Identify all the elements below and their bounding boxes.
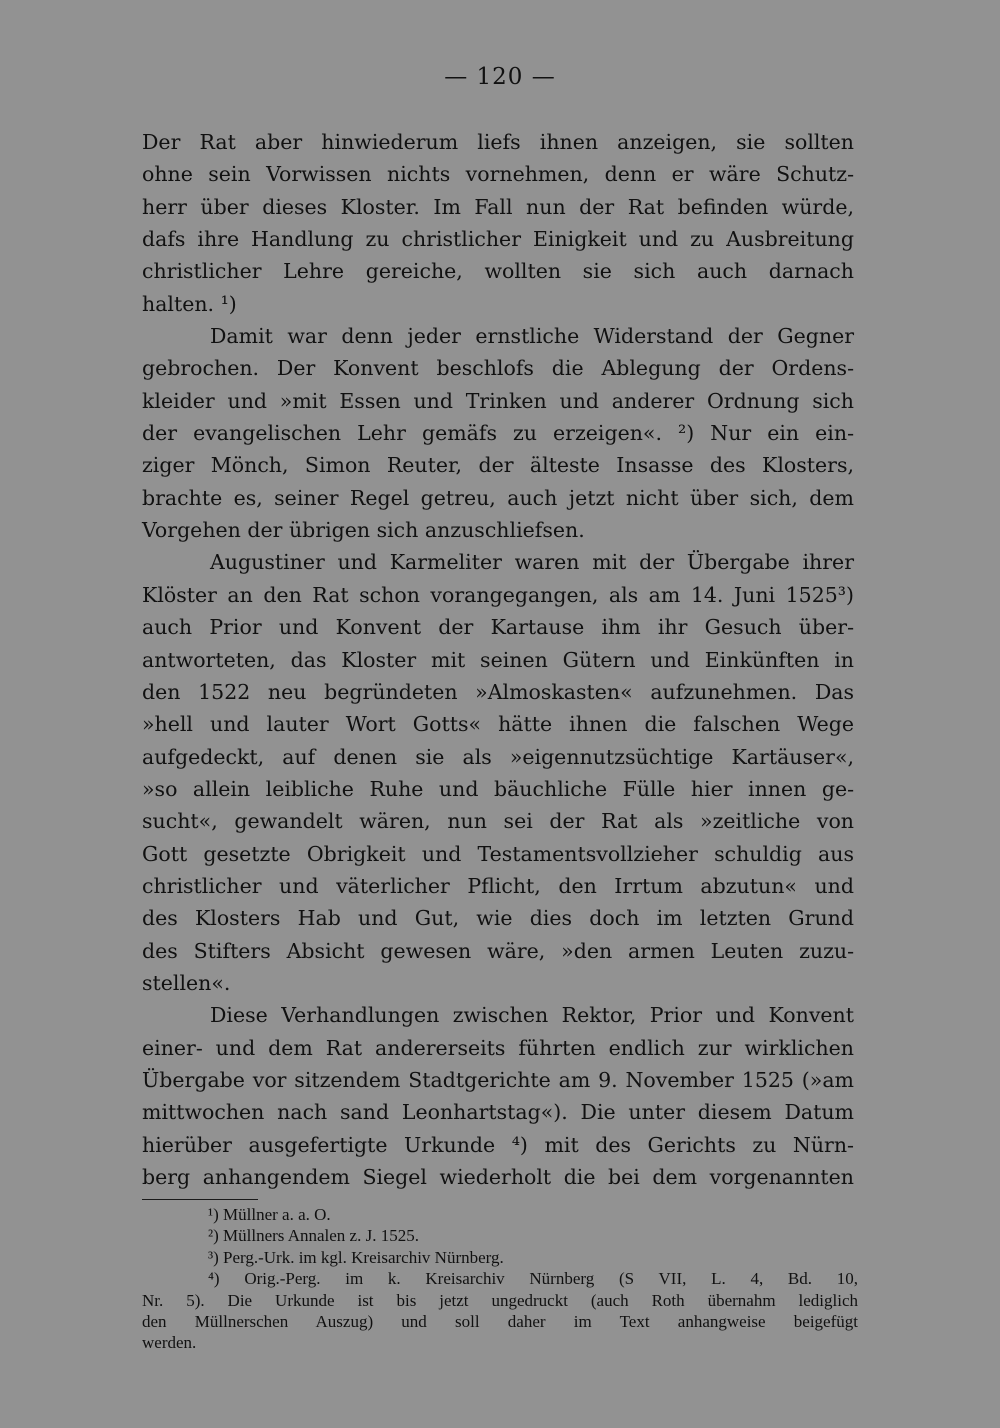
text-line: ohne sein Vorwissen nichts vornehmen, denn er wäre Schutz- bbox=[142, 162, 854, 187]
text-line: dafs ihre Handlung zu christlicher Einigkeit und zu Ausbreitung bbox=[142, 227, 854, 252]
footnote-line: ³) Perg.-Urk. im kgl. Kreisarchiv Nürnberg. bbox=[208, 1247, 504, 1267]
text-line: hierüber ausgefertigte Urkunde ⁴) mit des Gerichts zu Nürn- bbox=[142, 1132, 854, 1157]
text-line: der evangelischen Lehr gemäfs zu erzeigen«. ²) Nur ein ein- bbox=[142, 421, 854, 446]
page-number: — 120 — bbox=[444, 64, 556, 90]
footnote-line: ⁴) Orig.-Perg. im k. Kreisarchiv Nürnberg (S VII, L. 4, Bd. 10, bbox=[208, 1269, 858, 1289]
text-line: »hell und lauter Wort Gotts« hätte ihnen die falschen Wege bbox=[142, 712, 854, 737]
text-line: Gott gesetzte Obrigkeit und Testamentsvollzieher schuldig aus bbox=[142, 841, 854, 866]
text-line: Augustiner und Karmeliter waren mit der Übergabe ihrer bbox=[210, 550, 854, 575]
text-line: auch Prior und Konvent der Kartause ihm ihr Gesuch über- bbox=[142, 615, 854, 640]
text-line: berg anhangendem Siegel wiederholt die bei dem vorgenannten bbox=[142, 1165, 854, 1189]
text-line: Diese Verhandlungen zwischen Rektor, Prior und Konvent bbox=[210, 1003, 854, 1028]
text-line: Vorgehen der übrigen sich anzuschliefsen. bbox=[142, 518, 585, 543]
text-line: antworteten, das Kloster mit seinen Gütern und Einkünften in bbox=[142, 647, 854, 672]
text-line: Der Rat aber hinwiederum liefs ihnen anzeigen, sie sollten bbox=[142, 130, 854, 154]
footnote-line: werden. bbox=[142, 1333, 197, 1353]
text-line: christlicher Lehre gereiche, wollten sie sich auch darnach bbox=[142, 259, 854, 284]
text-line: des Stifters Absicht gewesen wäre, »den armen Leuten zuzu- bbox=[142, 938, 854, 963]
text-line: gebrochen. Der Konvent beschlofs die Ablegung der Ordens- bbox=[142, 356, 854, 381]
text-line: den 1522 neu begründeten »Almoskasten« aufzunehmen. Das bbox=[142, 679, 854, 704]
footnotes bbox=[142, 1204, 858, 1354]
text-line: christlicher und väterlicher Pflicht, den Irrtum abzutun« und bbox=[142, 873, 854, 898]
text-line: sucht«, gewandelt wären, nun sei der Rat als »zeitliche von bbox=[142, 809, 854, 834]
text-line: Damit war denn jeder ernstliche Widerstand der Gegner bbox=[210, 324, 854, 349]
footnote-line: Nr. 5). Die Urkunde ist bis jetzt ungedruckt (auch Roth übernahm lediglich bbox=[142, 1290, 858, 1310]
text-line: brachte es, seiner Regel getreu, auch jetzt nicht über sich, dem bbox=[142, 485, 854, 510]
text-line: mittwochen nach sand Leonhartstag«). Die unter diesem Datum bbox=[142, 1100, 854, 1125]
footnote-rule bbox=[142, 1199, 258, 1200]
text-line: ziger Mönch, Simon Reuter, der älteste Insasse des Klosters, bbox=[142, 453, 854, 478]
text-line: halten. ¹) bbox=[142, 291, 237, 316]
footnote-line: den Müllnerschen Auszug) und soll daher im Text anhangweise beigefügt bbox=[142, 1311, 858, 1331]
footnote-line: ²) Müllners Annalen z. J. 1525. bbox=[208, 1226, 419, 1246]
text-line: kleider und »mit Essen und Trinken und anderer Ordnung sich bbox=[142, 388, 854, 413]
text-line: Klöster an den Rat schon vorangegangen, als am 14. Juni 1525³) bbox=[142, 582, 854, 607]
footnote-line: ¹) Müllner a. a. O. bbox=[208, 1205, 331, 1224]
body-text bbox=[142, 126, 854, 1193]
text-line: des Klosters Hab und Gut, wie dies doch im letzten Grund bbox=[142, 906, 854, 931]
text-line: »so allein leibliche Ruhe und bäuchliche Fülle hier innen ge- bbox=[142, 776, 854, 801]
text-line: stellen«. bbox=[142, 970, 231, 995]
text-line: aufgedeckt, auf denen sie als »eigennutzsüchtige Kartäuser«, bbox=[142, 744, 854, 769]
text-line: einer- und dem Rat andererseits führten endlich zur wirklichen bbox=[142, 1035, 854, 1060]
text-line: Übergabe vor sitzendem Stadtgerichte am 9. November 1525 (»am bbox=[142, 1067, 854, 1092]
text-line: herr über dieses Kloster. Im Fall nun der Rat befinden würde, bbox=[142, 194, 854, 219]
